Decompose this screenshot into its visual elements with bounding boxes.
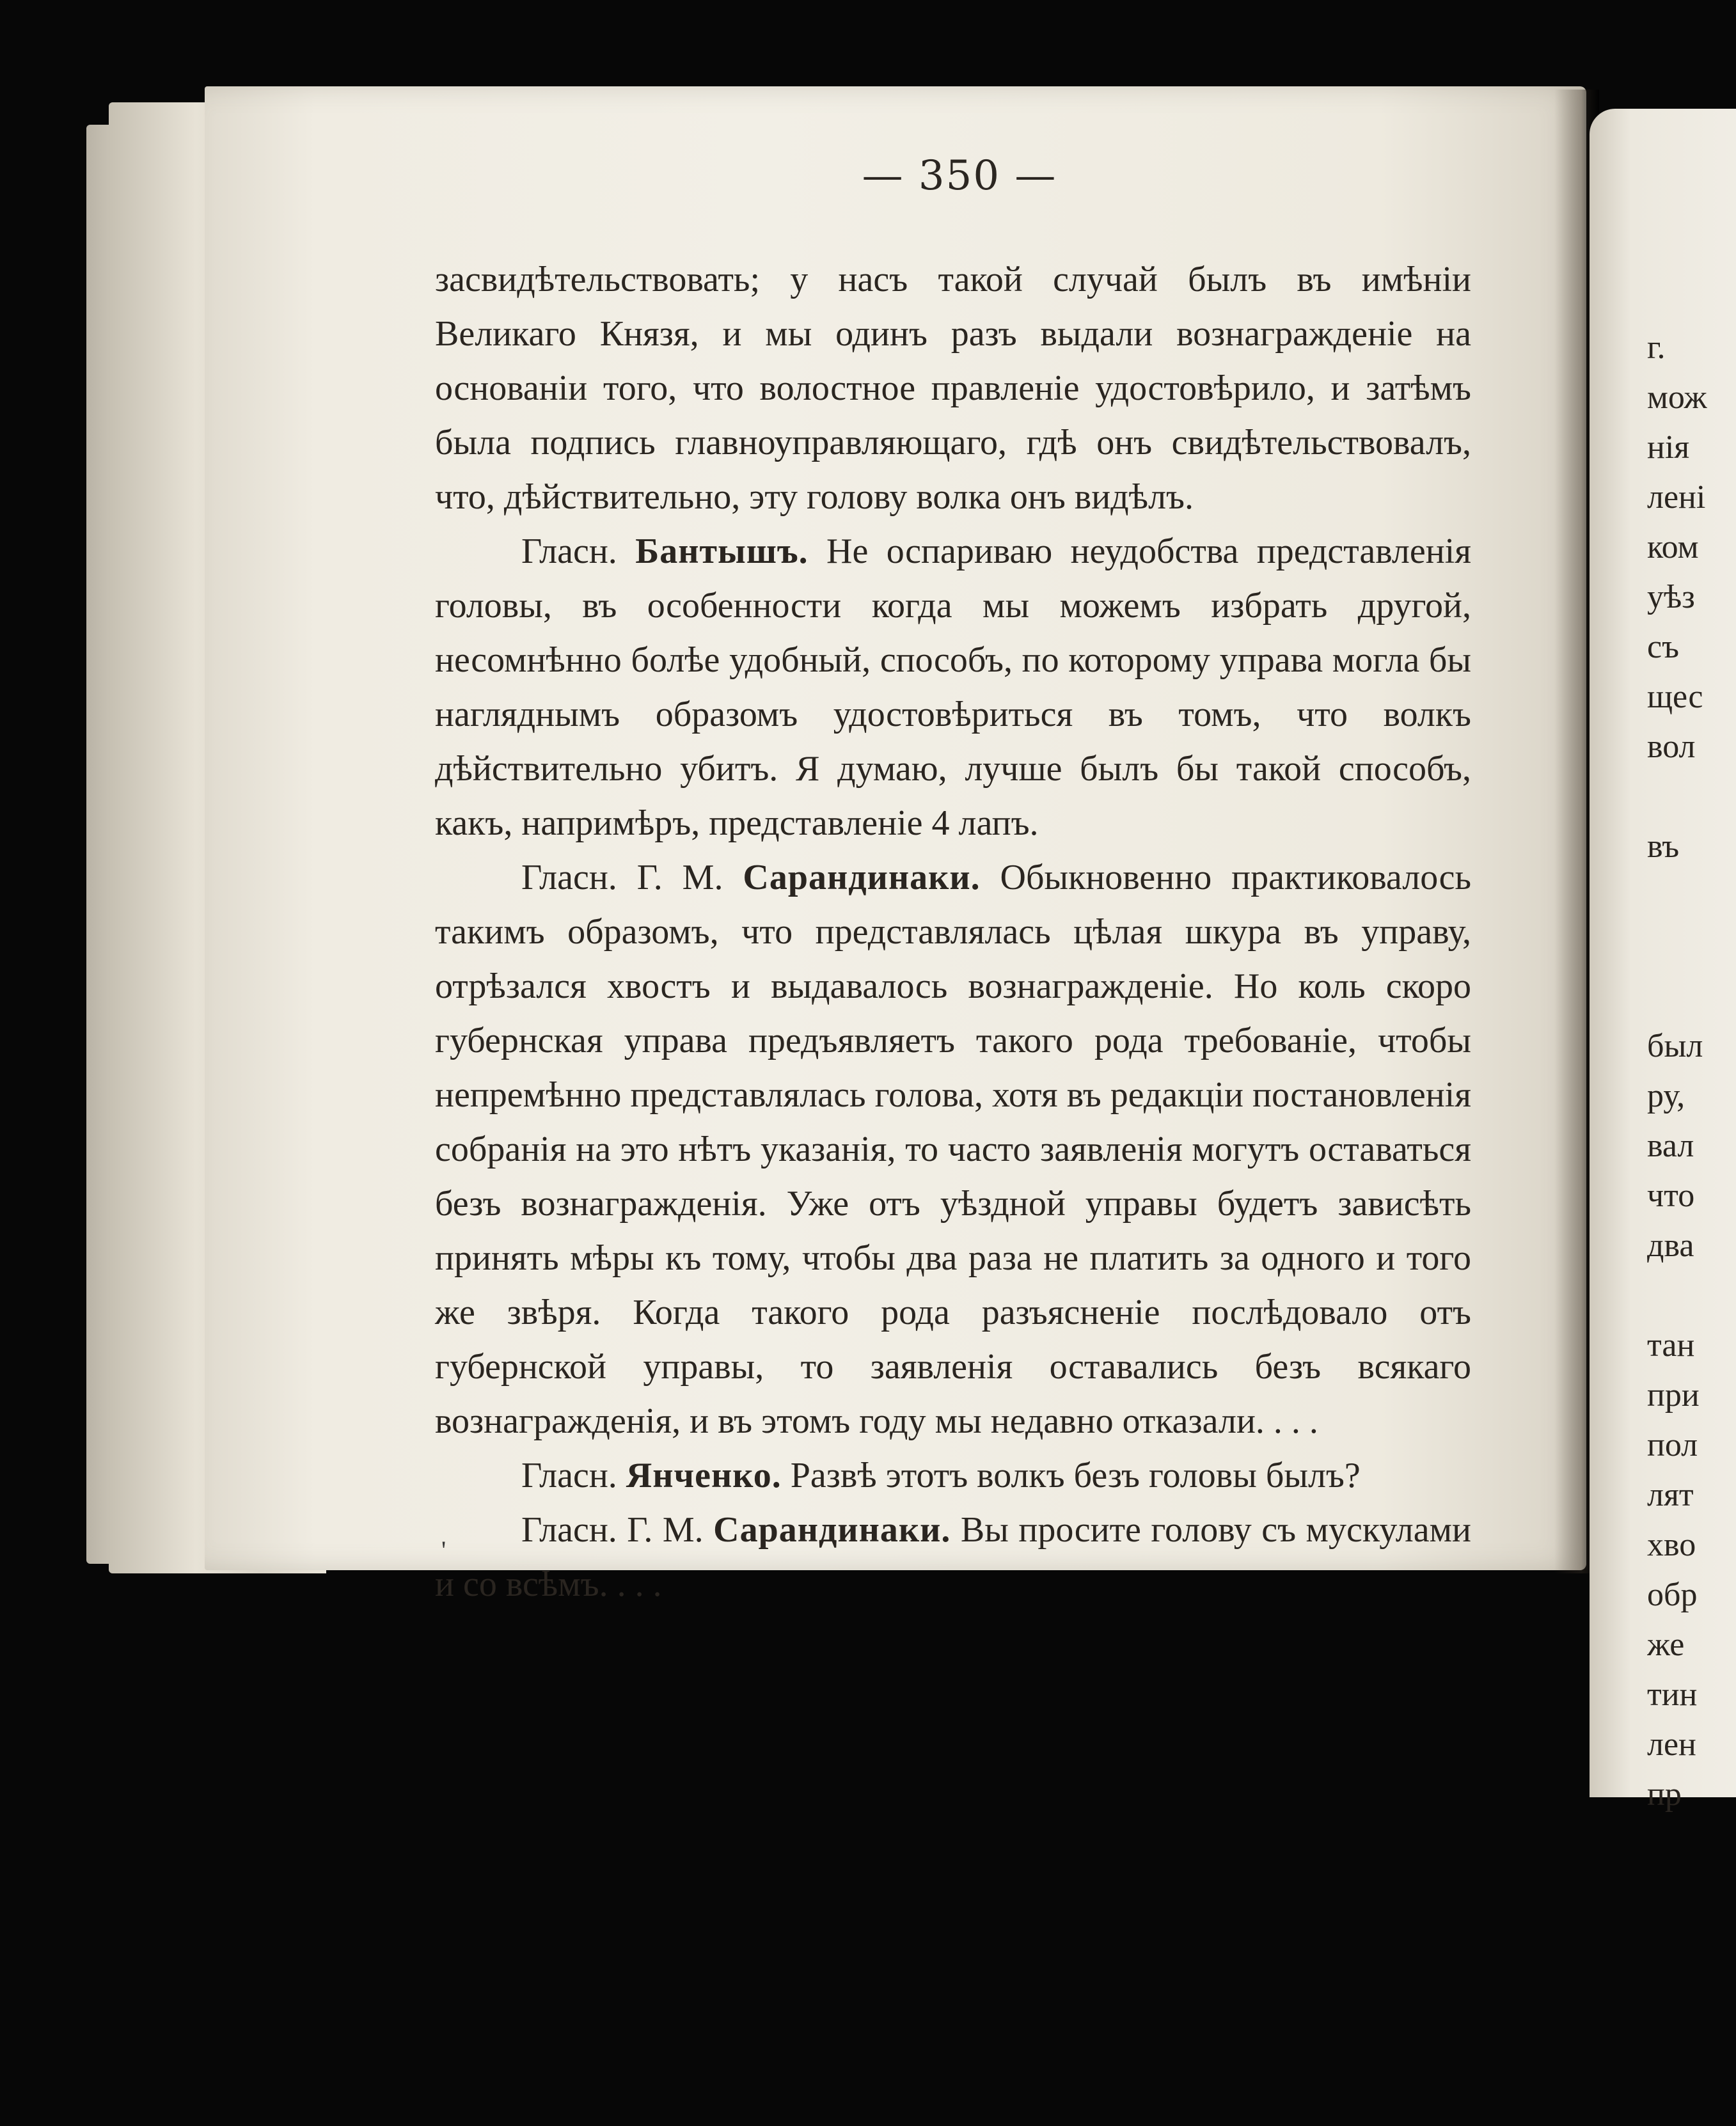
facing-line: лят [1647, 1477, 1694, 1513]
facing-line: два [1647, 1227, 1694, 1264]
facing-line: тан [1647, 1327, 1695, 1364]
facing-line [1647, 772, 1736, 822]
facing-line: въ [1647, 828, 1680, 865]
paragraph [435, 851, 1471, 1449]
paragraph [435, 1449, 1471, 1503]
facing-line: лені [1647, 479, 1706, 516]
speaker-name: Сарандинаки. [743, 858, 981, 897]
speaker-prefix: Гласн. Г. М. [521, 1510, 714, 1550]
paragraph [435, 1503, 1471, 1612]
facing-line [1647, 922, 1736, 972]
paragraph [435, 253, 1471, 524]
speaker-name: Бантышъ. [635, 532, 809, 571]
facing-line: хво [1647, 1527, 1696, 1563]
paragraph-text: засвидѣтельствовать; у насъ такой случай былъ въ имѣніи Великаго Князя, и мы одинъ разъ выдали вознагражденіе на основаніи того, что волостное правленіе удостовѣрило, и затѣмъ была подпись главноуправляющаго, гдѣ онъ свидѣтельствовалъ, что, дѣйствительно, эту голову волка онъ видѣлъ. [435, 260, 1471, 517]
facing-line: пол [1647, 1427, 1698, 1463]
facing-line: при [1647, 1377, 1700, 1413]
facing-line: обр [1647, 1577, 1698, 1613]
facing-line: лен [1647, 1726, 1696, 1763]
facing-line: г. [1647, 329, 1666, 366]
speaker-prefix: Гласн. Г. М. [521, 858, 743, 897]
paragraph-text: Вы просите голову съ мускулами и со всѣмъ. . . . [435, 1510, 1471, 1604]
facing-line: тин [1647, 1676, 1698, 1713]
facing-line: уѣз [1647, 579, 1695, 615]
paragraph-text: Не оспариваю неудобства представленія головы, въ особенности когда мы можемъ избрать другой, несомнѣнно болѣе удобный, способъ, по которому управа могла бы нагляднымъ образомъ удостовѣриться въ томъ, что волкъ дѣйствительно убитъ. Я думаю, лучше былъ бы такой способъ, какъ, напримѣръ, представленіе 4 лапъ. [435, 532, 1471, 843]
facing-line: съ [1647, 629, 1679, 665]
facing-line: вал [1647, 1128, 1694, 1164]
facing-line: вол [1647, 728, 1696, 765]
speaker-name: Сарандинаки. [713, 1510, 951, 1550]
facing-page-text [1647, 323, 1736, 1820]
facing-line: что [1647, 1177, 1695, 1214]
facing-line: мож [1647, 379, 1707, 416]
stray-mark: ' [441, 1536, 446, 1564]
speaker-prefix: Гласн. [521, 1456, 626, 1495]
paragraph [435, 524, 1471, 851]
paragraph-text: Развѣ этотъ волкъ безъ головы былъ? [781, 1456, 1361, 1495]
facing-line: ру, [1647, 1078, 1685, 1114]
speaker-name: Янченко. [626, 1456, 782, 1495]
speaker-prefix: Гласн. [521, 532, 636, 571]
page-number: — 350 — [862, 152, 1057, 200]
facing-line [1647, 1271, 1736, 1321]
facing-line: щес [1647, 679, 1703, 715]
facing-line: пр [1647, 1776, 1682, 1813]
facing-line: нія [1647, 429, 1690, 466]
paragraph-text: Обыкновенно практиковалось такимъ образомъ, что представлялась цѣлая шкура въ управу, отрѣзался хвостъ и выдавалось вознагражденіе. Но коль скоро губернская управа предъявляетъ такого рода требованіе, чтобы непремѣнно представлялась голова, хотя въ редакціи постановленія собранія на это нѣтъ указанія, то часто заявленія могутъ оставаться безъ вознагражденія. Уже отъ уѣздной управы будетъ зависѣть принять мѣры къ тому, чтобы два раза не платить за одного и того же звѣря. Когда такого рода разъясненіе послѣдовало отъ губернской управы, то заявленія оставались безъ всякаго вознагражденія, и въ этомъ году мы недавно отказали. . . . [435, 858, 1471, 1441]
facing-line: же [1647, 1626, 1685, 1663]
page-text [435, 253, 1471, 1612]
facing-line: ком [1647, 529, 1699, 565]
facing-line [1647, 872, 1736, 922]
facing-line: был [1647, 1028, 1703, 1064]
facing-line [1647, 972, 1736, 1021]
